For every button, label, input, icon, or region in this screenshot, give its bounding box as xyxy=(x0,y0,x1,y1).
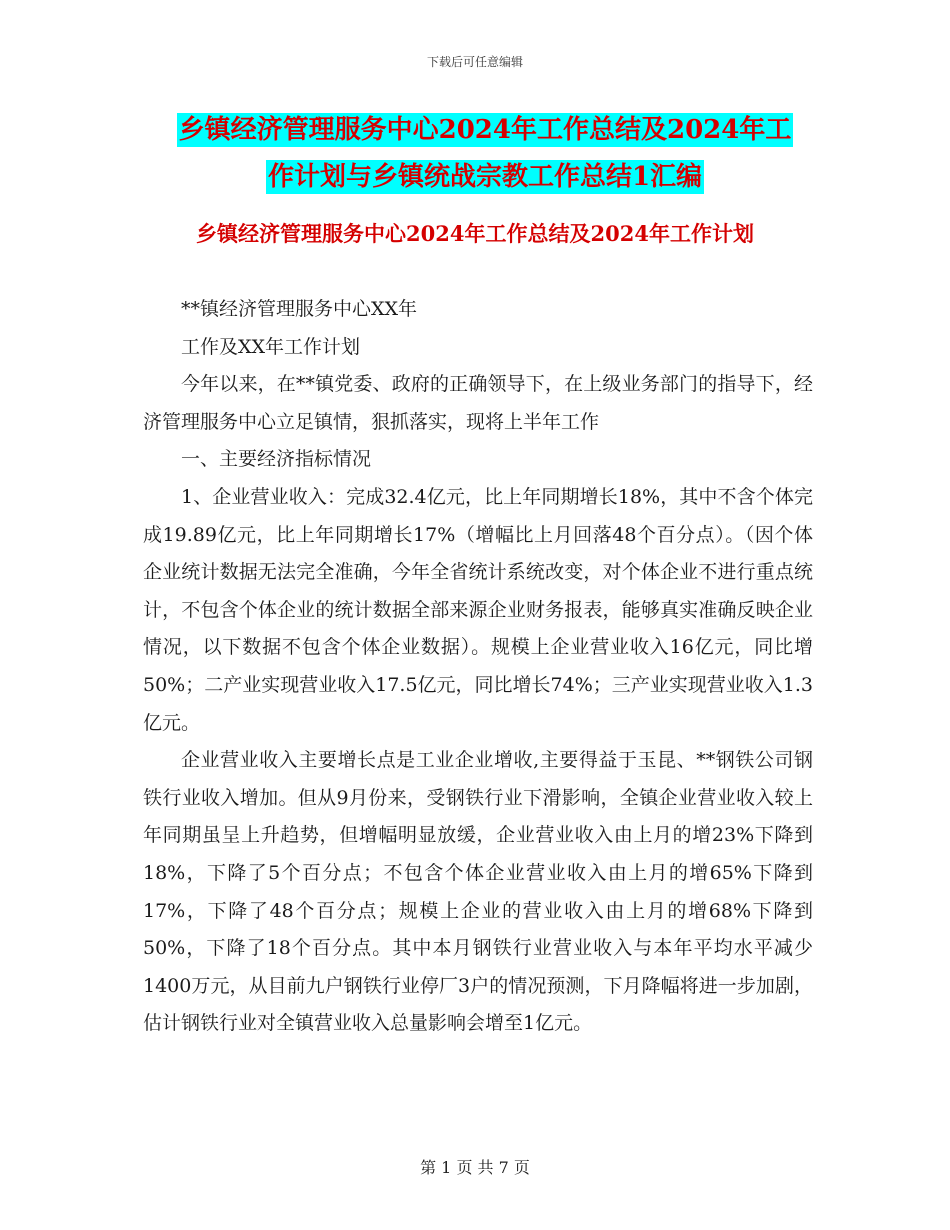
paragraph: 工作及XX年工作计划 xyxy=(181,335,361,358)
section-title: 乡镇经济管理服务中心2024年工作总结及2024年工作计划 xyxy=(196,221,754,246)
paragraph: **镇经济管理服务中心XX年 xyxy=(181,298,418,320)
page-footer: 第 1 页 共 7 页 xyxy=(420,1158,530,1177)
page-header: 下载后可任意编辑 xyxy=(426,55,523,69)
title-line-1: 乡镇经济管理服务中心2024年工作总结及2024年工 xyxy=(178,115,792,145)
paragraph: 企业营业收入主要增长点是工业企业增收,主要得益于玉昆、**钢铁公司钢铁行业收入增加。但从9月份来，受钢铁行业下滑影响，全镇企业营业收入较上年同期虽呈上升趋势，但增幅明显放缓，企业营业收入由上月的增23%下降到18%，下降了5个百分点；不包含个体企业营业收入由上月的增65%下降到17%，下降了48个百分点；规模上企业的营业收入由上月的增68%下降到50%，下降了18个百分点。其中本月钢铁行业营业收入与本年平均水平减少1400万元，从目前九户钢铁行业停厂3户的情况预测，下月降幅将进一步加剧，估计钢铁行业对全镇营业收入总量影响会增至1亿元。 xyxy=(143,749,813,1035)
paragraph: 一、主要经济指标情况 xyxy=(181,448,372,471)
body-text xyxy=(143,291,813,1043)
paragraph: 今年以来，在**镇党委、政府的正确领导下，在上级业务部门的指导下，经济管理服务中心立足镇情，狠抓落实，现将上半年工作 xyxy=(143,373,813,433)
paragraph: 1、企业营业收入：完成32.4亿元，比上年同期增长18%，其中不含个体完成19.89亿元，比上年同期增长17%（增幅比上月回落48个百分点）。（因个体企业统计数据无法完全准确，今年全省统计系统改变，对个体企业不进行重点统计，不包含个体企业的统计数据全部来源企业财务报表，能够真实准确反映企业情况，以下数据不包含个体企业数据）。规模上企业营业收入16亿元，同比增50%；二产业实现营业收入17.5亿元，同比增长74%；三产业实现营业收入1.3亿元。 xyxy=(143,485,813,734)
document-title xyxy=(140,107,830,201)
title-line-2: 作计划与乡镇统战宗教工作总结1汇编 xyxy=(267,162,703,192)
